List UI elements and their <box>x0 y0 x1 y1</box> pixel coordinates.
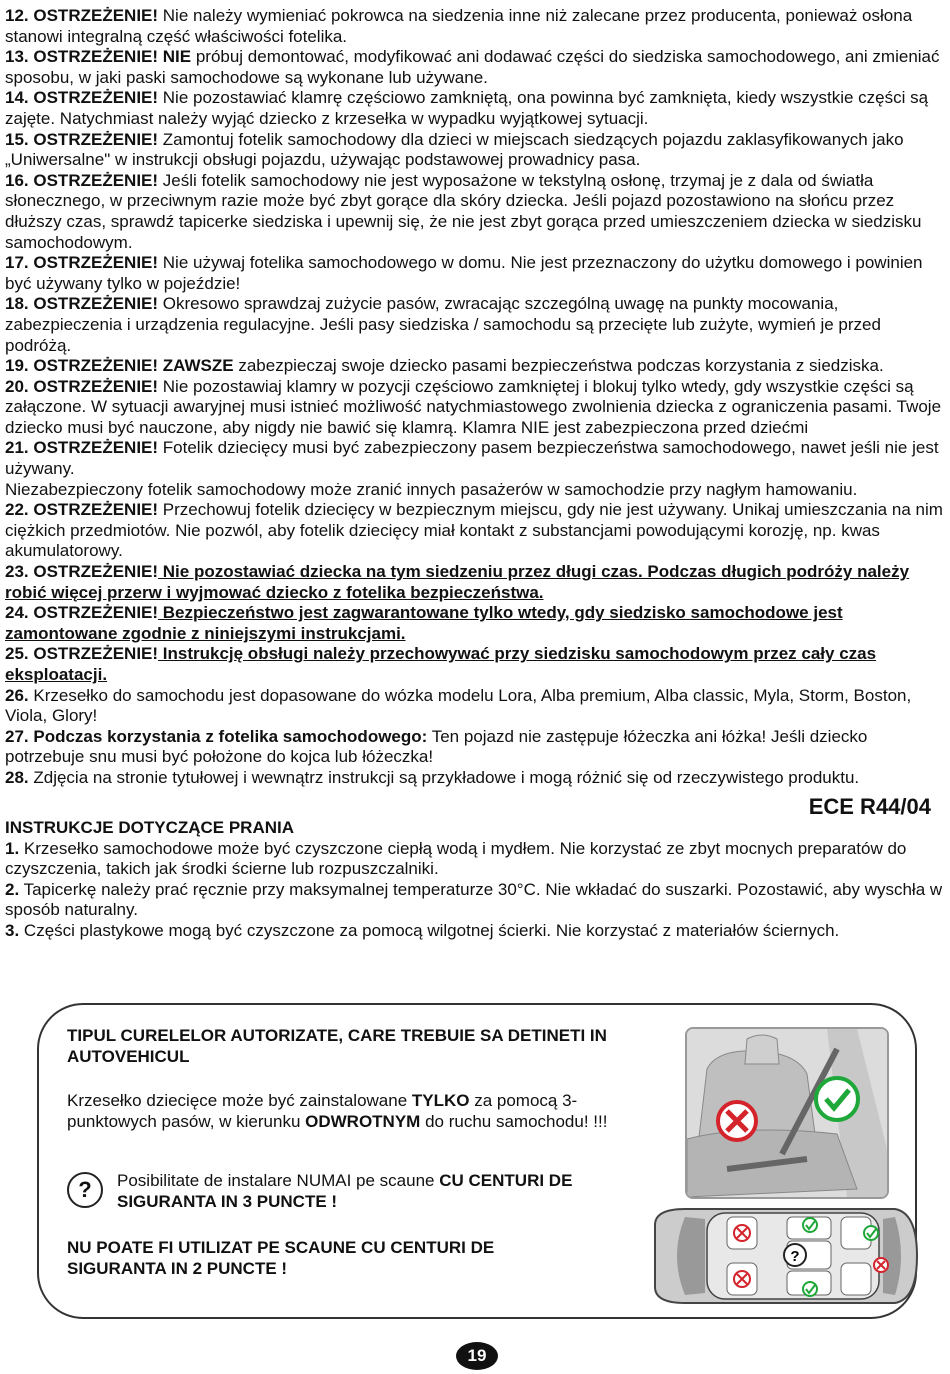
item-underlined-1 <box>5 603 947 644</box>
item-text: Bezpieczeństwo jest zagwarantowane tylko wtedy, gdy siedzisko samochodowe jest zamontowane zgodnie z niniejszymi instrukcjami. <box>5 603 843 643</box>
notes-list <box>5 686 947 789</box>
car-icon <box>645 1205 921 1307</box>
item-label: OSTRZEŻENIE! <box>33 253 159 273</box>
item-number: 23. <box>5 562 29 582</box>
washing-title: INSTRUKCJE DOTYCZĄCE PRANIA <box>5 817 295 837</box>
page-number: 19 <box>456 1342 498 1370</box>
item-number: 15. <box>5 129 29 149</box>
seat-belt-icon <box>687 1029 887 1197</box>
item-number: 26. <box>5 685 29 705</box>
warnings-list <box>5 6 947 562</box>
washing-item <box>5 880 947 921</box>
item-warnings-1 <box>5 47 947 88</box>
item-label: OSTRZEŻENIE! <box>33 644 159 664</box>
item-text: Nie używaj fotelika samochodowego w domu. Nie jest przeznaczony do użytku domowego i powinien być używany tylko w pojeździe! <box>5 253 923 293</box>
item-number: 21. <box>5 438 29 458</box>
washing-item <box>5 839 947 880</box>
item-number: 24. <box>5 603 29 623</box>
washing-list <box>5 839 947 942</box>
belt-text-c: za pomocą 3-punktowych pasów, w kierunku <box>67 1091 578 1131</box>
item-label: OSTRZEŻENIE! <box>33 376 159 396</box>
item-number: 25. <box>5 644 29 664</box>
item-number: 14. <box>5 88 29 108</box>
item-label: OSTRZEŻENIE! <box>33 294 159 314</box>
item-number: 12. <box>5 6 29 25</box>
item-text: Okresowo sprawdzaj zużycie pasów, zwracając szczególną uwagę na punkty mocowania, zabezpieczenia i urządzenia regulacyjne. Jeśli pasy siedziska / samochodu są przecięte lub zużyte, wymień je przed podróżą. <box>5 294 881 355</box>
item-notes-2 <box>5 768 947 789</box>
belt-text-b: TYLKO <box>411 1091 470 1110</box>
item-label: OSTRZEŻENIE! <box>33 129 159 149</box>
washing-item-text: Krzesełko samochodowe może być czyszczone ciepłą wodą i mydłem. Nie korzystać ze zbyt mocnych preparatów do czyszczenia, takich jak środki ścierne lub rozpuszczalniki. <box>5 838 907 879</box>
item-number: 16. <box>5 170 29 190</box>
belt-text-a: Krzesełko dziecięce może być zainstalowane <box>67 1091 412 1110</box>
item-warnings-2 <box>5 88 947 129</box>
item-warnings-10 <box>5 500 947 562</box>
item-label: OSTRZEŻENIE! <box>33 170 159 190</box>
item-number: 27. <box>5 726 29 746</box>
underlined-warnings-list <box>5 562 947 686</box>
install-possibility-text <box>117 1170 627 1212</box>
item-text: Nie pozostawiać dziecka na tym siedzeniu przez długi czas. Podczas długich podróży należy robić więcej przerw i wyjmować dziecko z fotelika bezpieczeństwa. <box>5 562 910 602</box>
belt-type-box <box>37 1003 917 1319</box>
item-label: OSTRZEŻENIE! <box>33 6 159 25</box>
car-seat-belt-illustration <box>685 1027 889 1199</box>
item-text: Krzesełko do samochodu jest dopasowane do wózka modelu Lora, Alba premium, Alba classic, Myla, Storm, Boston, Viola, Glory! <box>5 685 912 726</box>
item-text: Nie pozostawiaj klamry w pozycji częściowo zamkniętej i blokuj tylko wtedy, gdy wszystkie części są załączone. W sytuacji awaryjnej musi istnieć możliwość natychmiastowego zwolnienia dziecka z ograniczenia pasami. Twoje dziecko musi być nauczone, aby nigdy nie bawić się klamrą. Klamra NIE jest zabezpieczona przed dziećmi <box>5 376 942 437</box>
question-icon: ? <box>67 1172 103 1208</box>
item-label: OSTRZEŻENIE! <box>33 562 159 582</box>
item-label: OSTRZEŻENIE! NIE <box>33 47 192 67</box>
install-possibility <box>67 1170 627 1212</box>
q-text-b: CU CENTURI DE SIGURANTA IN 3 PUNCTE ! <box>117 1171 573 1211</box>
item-number: 18. <box>5 294 29 314</box>
item-warnings-7 <box>5 356 947 377</box>
washing-item-text: Części plastykowe mogą być czyszczone za pomocą wilgotnej ścierki. Nie korzystać z materiałów ściernych. <box>19 920 840 940</box>
item-text: zabezpieczaj swoje dziecko pasami bezpieczeństwa podczas korzystania z siedziska. <box>233 356 884 376</box>
washing-item-number: 2. <box>5 879 20 899</box>
item-extra-text: Niezabezpieczony fotelik samochodowy może zranić innych pasażerów w samochodzie przy nagłym hamowaniu. <box>5 479 858 499</box>
item-underlined-2 <box>5 644 947 685</box>
car-question-mark: ? <box>790 1248 800 1265</box>
car-top-view-illustration <box>645 1205 921 1307</box>
item-text: Przechowuj fotelik dziecięcy w bezpiecznym miejscu, gdy nie jest używany. Unikaj umieszczania na nim ciężkich przedmiotów. Nie pozwól, aby fotelik dziecięcy miał kontakt z substancjami powodującymi korozję, np. kwas akumulatorowy. <box>5 500 943 561</box>
item-label: OSTRZEŻENIE! <box>33 88 159 108</box>
item-notes-1 <box>5 727 947 768</box>
item-number: 28. <box>5 767 29 787</box>
item-text: Zamontuj fotelik samochodowy dla dzieci w miejscach siedzących pojazdu zaklasyfikowanych jako „Uniwersalne" w instrukcji obsługi pojazdu, używając podstawowej prowadnicy pasa. <box>5 129 904 170</box>
item-text: Instrukcję obsługi należy przechowywać przy siedzisku samochodowym przez cały czas eksploatacji. <box>5 644 877 684</box>
item-number: 19. <box>5 356 29 376</box>
ece-standard-label: ECE R44/04 <box>808 793 931 819</box>
washing-item-text: Tapicerkę należy prać ręcznie przy maksymalnej temperaturze 30°C. Nie wkładać do suszarki. Pozostawić, aby wyschła w sposób naturalny. <box>5 879 943 920</box>
item-label: Podczas korzystania z fotelika samochodowego: <box>33 726 428 746</box>
item-number: 22. <box>5 500 29 520</box>
belt-box-title: TIPUL CURELELOR AUTORIZATE, CARE TREBUIE SA DETINETI IN AUTOVEHICUL <box>67 1026 607 1066</box>
item-underlined-0 <box>5 562 947 603</box>
item-number: 17. <box>5 253 29 273</box>
item-warnings-4 <box>5 171 947 253</box>
item-text: Ten pojazd nie zastępuje łóżeczka ani łóżka! Jeśli dziecko potrzebuje snu musi być położone do kojca lub łóżeczka! <box>5 726 868 767</box>
item-text: Jeśli fotelik samochodowy nie jest wyposażone w tekstylną osłonę, trzymaj je z dala od światła słonecznego, w przeciwnym razie może być zbyt gorące dla skóry dziecka. Jeśli pojazd pozostawiono na słońcu przez dłuższy czas, sprawdź tapicerke siedziska i upewnij się, że nie jest zbyt gorąca przed umieszczeniem dziecka w siedzisku samochodowym. <box>5 170 922 252</box>
item-text: próbuj demontować, modyfikować ani dodawać części do siedziska samochodowego, ani zmieniać sposobu, w jaki paski samochodowe są wykonane lub używane. <box>5 47 940 87</box>
item-warnings-8 <box>5 377 947 439</box>
belt-text-d: ODWROTNYM <box>305 1112 421 1131</box>
item-text: Nie pozostawiać klamrę częściowo zamkniętą, ona powinna być zamknięta, kiedy wszystkie części są zajęte. Natychmiast należy wyjąć dziecko z krzesełka w wypadku wyjątkowej sytuacji. <box>5 88 929 128</box>
washing-item-number: 3. <box>5 920 20 940</box>
item-notes-0 <box>5 686 947 727</box>
item-label: OSTRZEŻENIE! ZAWSZE <box>33 356 234 376</box>
belt-box-text <box>67 1090 637 1132</box>
washing-header <box>5 793 947 839</box>
instructions-column <box>5 6 947 942</box>
two-point-warning: NU POATE FI UTILIZAT PE SCAUNE CU CENTURI DE SIGURANTA IN 2 PUNCTE ! <box>67 1238 495 1278</box>
belt-text-e: do ruchu samochodu! !!! <box>420 1112 608 1131</box>
item-warnings-6 <box>5 294 947 356</box>
item-text: Zdjęcia na stronie tytułowej i wewnątrz instrukcji są przykładowe i mogą różnić się od rzeczywistego produktu. <box>28 767 860 787</box>
item-warnings-9 <box>5 438 947 479</box>
item-text: Fotelik dziecięcy musi być zabezpieczony pasem bezpieczeństwa samochodowego, nawet jeśli nie jest używany. <box>5 438 939 479</box>
item-label: OSTRZEŻENIE! <box>33 438 159 458</box>
washing-item-number: 1. <box>5 838 20 858</box>
item-warnings-0 <box>5 6 947 47</box>
item-warnings-3 <box>5 130 947 171</box>
item-warnings-5 <box>5 253 947 294</box>
item-label: OSTRZEŻENIE! <box>33 500 159 520</box>
item-number: 20. <box>5 376 29 396</box>
item-number: 13. <box>5 47 29 67</box>
washing-item <box>5 921 947 942</box>
item-label: OSTRZEŻENIE! <box>33 603 159 623</box>
q-text-a: Posibilitate de instalare NUMAI pe scaune <box>117 1171 440 1190</box>
item-text: Nie należy wymieniać pokrowca na siedzenia inne niż zalecane przez producenta, ponieważ osłona stanowi integralną część właściwości fotelika. <box>5 6 913 46</box>
